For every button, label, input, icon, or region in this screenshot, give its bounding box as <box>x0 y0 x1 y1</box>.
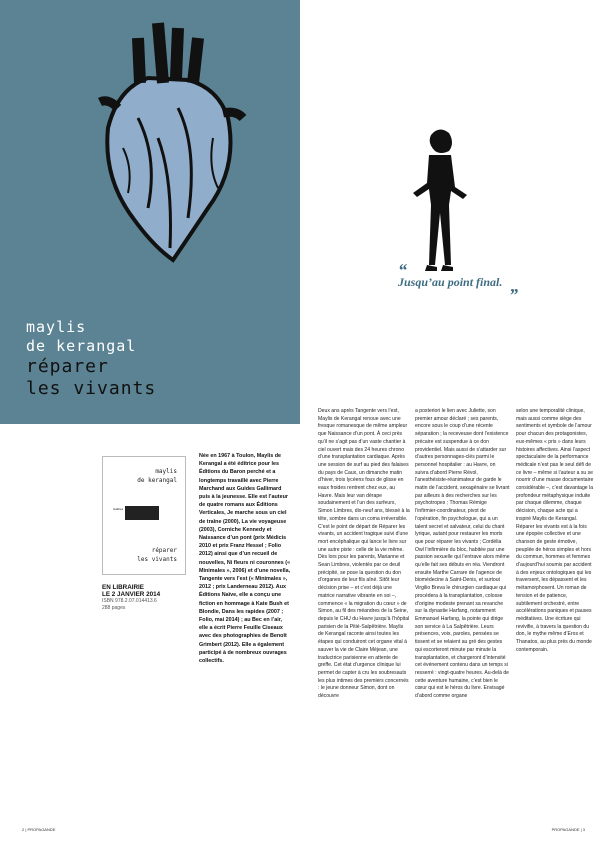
cover-photo <box>125 506 159 520</box>
cover-title-line-1: réparer <box>151 547 177 554</box>
cover-title-line-2: les vivants <box>137 556 177 563</box>
cover-author-line-2: de kerangal <box>137 477 177 484</box>
book-title-block <box>26 318 156 400</box>
quote-text: Jusqu’au point final. <box>398 275 503 289</box>
cover-author <box>137 467 177 485</box>
pull-quote <box>398 260 518 305</box>
release-line-1: EN LIBRAIRIE <box>102 584 144 591</box>
title-line-2: les vivants <box>26 378 157 399</box>
page-count: 288 pages <box>102 605 126 611</box>
footer-right: PROPAGANDE | 3 <box>551 827 585 832</box>
release-info <box>102 584 194 612</box>
title-line-1: réparer <box>26 356 109 377</box>
isbn: ISBN 978.2.07.014413.6 <box>102 598 157 604</box>
book-cover <box>102 456 186 575</box>
close-quote-mark: ” <box>509 285 518 305</box>
author-last-name: de kerangal <box>26 337 137 355</box>
release-line-2: LE 2 JANVIER 2014 <box>102 591 161 598</box>
cover-title <box>137 546 177 564</box>
cover-author-line-1: maylis <box>155 468 177 475</box>
article-column-2: a posteriori le lien avec Juliette, son premier amour déclaré ; ses parents, encore sous le coup d’une récente séparation ; la receveuse dont l’existence précaire est suspendue à ce don providentiel. Mais aussi de s’attarder sur d’autres personnages-clés parmi le personnel hospitalier : au Havre, on suivra d’abord Pierre Révol, l’anesthésiste-réanimateur de garde le matin de l’accident, sexagénaire se livrant par ailleurs à des recherches sur les psychotropes ; Thomas Rémige l’infirmier-coordinateur, pivot de l’opération, fin psychologue, qui a un talent secret et salvateur, celui du chant lyrique, autant pour restaurer les morts que pour réparer les vivants ; Cordélia Owl l’infirmière du bloc, habitée par une passion sexuelle qui l’entrave alors même qu’elle fait ses débuts en réa. Viendront ensuite Marthe Carrare de l’agence de biomédecine à Saint-Denis, et surtout Virgilio Breva le chirurgien cardiaque qui procédera à la transplantation, colosse d’origine modeste prenant sa revanche sur la dynastie Harfang, notamment Emmanuel Harfang, la pointe qui dirige son service à La Salpêtrière. Leurs présences, voix, paroles, pensées se tissent et se relaient au gré des gestes qui escorteront minute par minute la transplantation, et chargeront d’intensité cet événement contenu dans un temps si resserré : vingt-quatre heures. Au-delà de cette aventure humaine, c’est bien le cœur qui est le héros du livre. Envisagé d’abord comme organe <box>415 408 510 700</box>
anatomical-heart-illustration <box>78 18 248 263</box>
author-portrait-illustration <box>405 125 475 275</box>
open-quote-mark: “ <box>398 260 407 280</box>
hero-panel <box>0 0 300 424</box>
article-column-3: selon une temporalité clinique, mais aussi comme siège des sentiments et symbole de l’amour pour chacun des protagonistes, eux-mêmes « pris » dans leurs histoires affectives. Ainsi l’aspect spectaculaire de la performance médicale n’est pas le seul défi de ce livre – même si l’auteur a su se nourrir d’une masse documentaire considérable –, c’est davantage la profondeur métaphysique induite par chaque dilemme, chaque décision, chaque acte qui a inspiré Maylis de Kerangal. Réparer les vivants est à la fois une épopée collective et une chanson de geste émotive, peuplée de héros simples et hors du commun, hommes et femmes d’aujourd’hui soumis par accident à des enjeux ontologiques qui les traversent, les dépassent et les métamorphosent. Un roman de tension et de patience, subtilement orchestré, entre accélérations paniques et pauses méditatives. Une écriture qui revivifie, à travers la question du don, le mythe même d’Eros et Thanatos, au plus près du monde contemporain. <box>516 408 594 653</box>
article-column-1: Deux ans après Tangente vers l’est, Maylis de Kerangal renoue avec une fresque romanesque de même ampleur que Naissance d’un pont. À ceci près qu’il ne s’agit pas d’un vaste chantier à ciel ouvert mais des 24 heures chrono d’une transplantation cardiaque. Après une session de surf au pied des falaises du pays de Caux, un dimanche matin d’hiver, trois lycéens fous de glisse en eaux froides rentrent chez eux, au Havre. Mais leur van dérape soudainement et l’un des surfeurs, Simon Limbres, dix-neuf ans, blessé à la tête, sombre dans un coma irréversible. C’est le point de départ de Réparer les vivants, un accident tragique suivi d’une mort encéphalique qui lance le livre sur une autre piste : celle de la vie même. Dès lors pour les parents, Marianne et Sean Limbres, violentés par ce deuil précipité, se pose la question du don d’organes de leur fils aîné. Sitôt leur décision prise – et c’est déjà une matrice narrative vibrante en soi –, commence « la migration du cœur » de Simon, au fil des méandres de la Seine, depuis le CHU du Havre jusqu’à l’hôpital parisien de la Pitié-Salpêtrière. Maylis de Kerangal raconte ainsi toutes les étapes qui conduiront cet organe vital à sauver la vie de Claire Méjean, une traductrice parisienne en attente de greffe. Cet état d’urgence clinique lui permet de capter à cru les soubresauts les plus intimes des premiers concernés : le jeune donneur Simon, dont on découvre <box>318 408 410 700</box>
author-first-name: maylis <box>26 318 87 336</box>
footer-left: 2 | PROPAGANDE <box>22 827 56 832</box>
author-bio: Née en 1967 à Toulon, Maylis de Kerangal a été éditrice pour les Éditions du Baron perché et a longtemps travaillé avec Pierre Marchand aux Guides Gallimard puis à la jeunesse. Elle est l’auteur de quatre romans aux Éditions Verticales, Je marche sous un ciel de traîne (2000), La vie voyageuse (2003), Corniche Kennedy et Naissance d’un pont (prix Médicis 2010 et prix Franz Hessel ; Folio 2012) ainsi que d’un recueil de nouvelles, Ni fleurs ni couronnes (« Minimales », 2006) et d’une novella, Tangente vers l’est (« Minimales », 2012 ; prix Landerneau 2012). Aux Éditions Naïve, elle a conçu une fiction en hommage à Kate Bush et Blondie, Dans les rapides (2007 ; Folio, mai 2014) ; au Bec en l’air, elle a écrit Pierre Feuille Ciseaux avec des photographies de Benoît Grimbert (2012). Elle a également participé à de nombreux ouvrages collectifs. <box>199 453 291 665</box>
cover-publisher: Galibes <box>113 507 124 511</box>
